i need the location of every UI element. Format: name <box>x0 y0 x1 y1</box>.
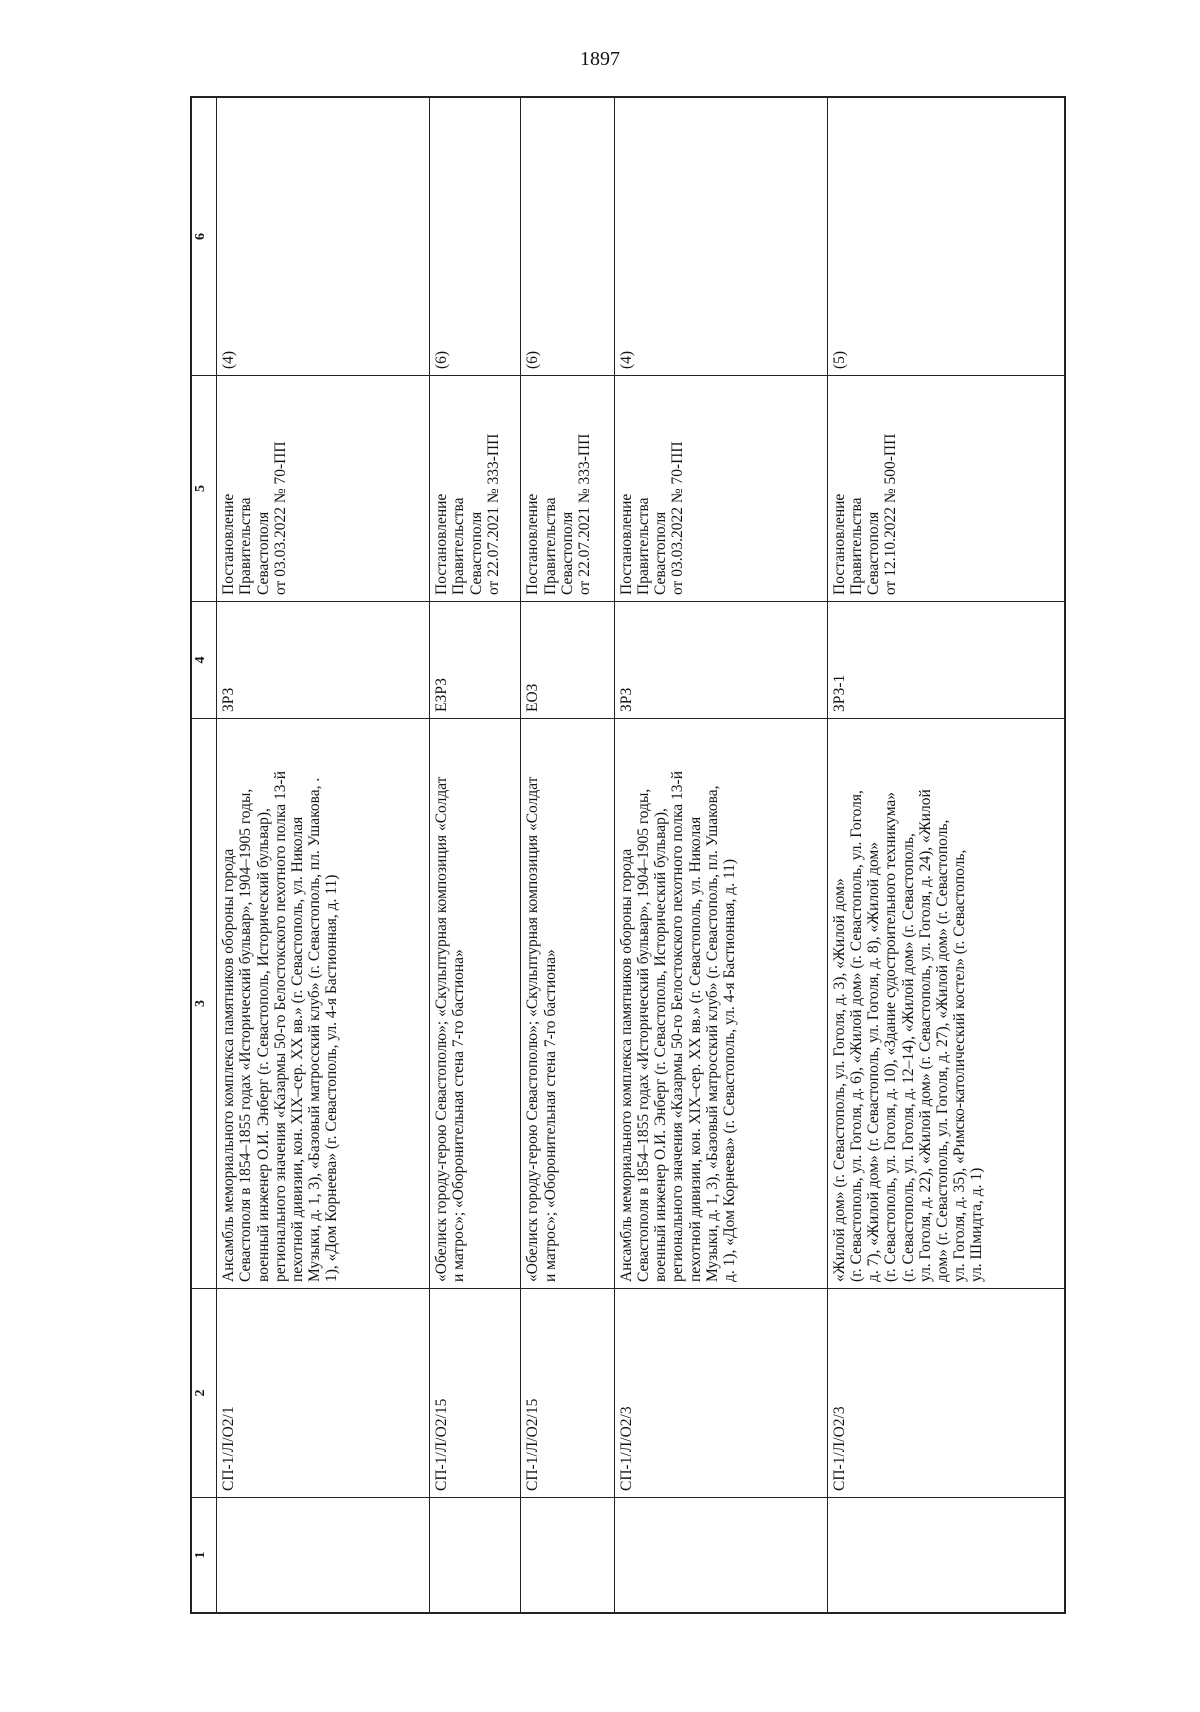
cell-zone-type: ЕЗРЗ <box>430 602 521 719</box>
cell-col1 <box>614 1498 827 1613</box>
cell-col1 <box>521 1498 614 1613</box>
column-header-5: 5 <box>192 376 217 602</box>
cell-decree: Постановление Правительства Севастополя от 12.10.2022 № 500-ПП <box>827 376 1064 602</box>
cell-note: (4) <box>217 98 430 376</box>
cell-col1 <box>827 1498 1064 1613</box>
column-header-2: 2 <box>192 1289 217 1498</box>
cell-objects: Ансамбль мемориального комплекса памятников обороны города Севастополя в 1854–1855 годах «Исторический бульвар», 1904–1905 годы, военный инженер О.И. Энберг (г. Севастополь, Исторический бульвар), регионального значения «Казармы 50-го Белостокского пехотного полка 13-й пехотной дивизии, кон. XIX–сер. XX вв.» (г. Севастополь, ул. Николая Музыки, д. 1, 3), «Базовый матросский клуб» (г. Севастополь, пл. Ушакова, д. 1), «Дом Корнеева» (г. Севастополь, ул. 4-я Бастионная, д. 11) <box>614 719 827 1289</box>
document-table-frame <box>190 96 1066 1614</box>
cell-decree: Постановление Правительства Севастополя от 03.03.2022 № 70-ПП <box>614 376 827 602</box>
cell-decree: Постановление Правительства Севастополя от 22.07.2021 № 333-ПП <box>521 376 614 602</box>
cell-note: (4) <box>614 98 827 376</box>
cell-note: (5) <box>827 98 1064 376</box>
cell-note: (6) <box>430 98 521 376</box>
column-header-6: 6 <box>192 98 217 376</box>
table-row <box>521 98 614 1613</box>
cell-zone-code: СП-1/Л/О2/15 <box>521 1289 614 1498</box>
page-number: 1897 <box>580 48 620 70</box>
column-header-4: 4 <box>192 602 217 719</box>
cell-zone-type: ЗРЗ <box>614 602 827 719</box>
document-table <box>191 97 1065 1613</box>
cell-zone-code: СП-1/Л/О2/3 <box>827 1289 1064 1498</box>
cell-objects: «Жилой дом» (г. Севастополь, ул. Гоголя, д. 3), «Жилой дом» (г. Севастополь, ул. Гоголя, д. 6), «Жилой дом» (г. Севастополь, ул. Гоголя, д. 7), «Жилой дом» (г. Севастополь, ул. Гоголя, д. 8), «Жилой дом» (г. Севастополь, ул. Гоголя, д. 10), «Здание судостроительного техникума» (г. Севастополь, ул. Гоголя, д. 12–14), «Жилой дом» (г. Севастополь, ул. Гоголя, д. 22), «Жилой дом» (г. Севастополь, ул. Гоголя, д. 24), «Жилой дом» (г. Севастополь, ул. Гоголя, д. 27), «Жилой дом» (г. Севастополь, ул. Гоголя, д. 35), «Римско-католический костел» (г. Севастополь, ул. Шмидта, д. 1) <box>827 719 1064 1289</box>
table-row <box>614 98 827 1613</box>
cell-zone-code: СП-1/Л/О2/3 <box>614 1289 827 1498</box>
cell-decree: Постановление Правительства Севастополя от 03.03.2022 № 70-ПП <box>217 376 430 602</box>
table-row <box>827 98 1064 1613</box>
cell-objects: «Обелиск городу-герою Севастополю»; «Скульптурная композиция «Солдат и матрос»; «Оборонительная стена 7-го бастиона» <box>521 719 614 1289</box>
rotated-table-container <box>191 97 1065 1613</box>
cell-zone-type: ЗРЗ-1 <box>827 602 1064 719</box>
column-header-3: 3 <box>192 719 217 1289</box>
table-row <box>430 98 521 1613</box>
table-row <box>217 98 430 1613</box>
cell-zone-type: ЕОЗ <box>521 602 614 719</box>
cell-decree: Постановление Правительства Севастополя от 22.07.2021 № 333-ПП <box>430 376 521 602</box>
column-header-1: 1 <box>192 1498 217 1613</box>
cell-zone-code: СП-1/Л/О2/15 <box>430 1289 521 1498</box>
cell-note: (6) <box>521 98 614 376</box>
cell-objects: Ансамбль мемориального комплекса памятников обороны города Севастополя в 1854–1855 годах «Исторический бульвар», 1904–1905 годы, военный инженер О.И. Энберг (г. Севастополь, Исторический бульвар), регионального значения «Казармы 50-го Белостокского пехотного полка 13-й пехотной дивизии, кон. XIX–сер. XX вв.» (г. Севастополь, ул. Николая Музыки, д. 1, 3), «Базовый матросский клуб» (г. Севастополь, пл. Ушакова, . 1), «Дом Корнеева» (г. Севастополь, ул. 4-я Бастионная, д. 11) <box>217 719 430 1289</box>
cell-zone-type: ЗРЗ <box>217 602 430 719</box>
cell-col1 <box>430 1498 521 1613</box>
cell-objects: «Обелиск городу-герою Севастополю»; «Скульптурная композиция «Солдат и матрос»; «Оборонительная стена 7-го бастиона» <box>430 719 521 1289</box>
cell-zone-code: СП-1/Л/О2/1 <box>217 1289 430 1498</box>
cell-col1 <box>217 1498 430 1613</box>
table-header-row <box>192 98 217 1613</box>
